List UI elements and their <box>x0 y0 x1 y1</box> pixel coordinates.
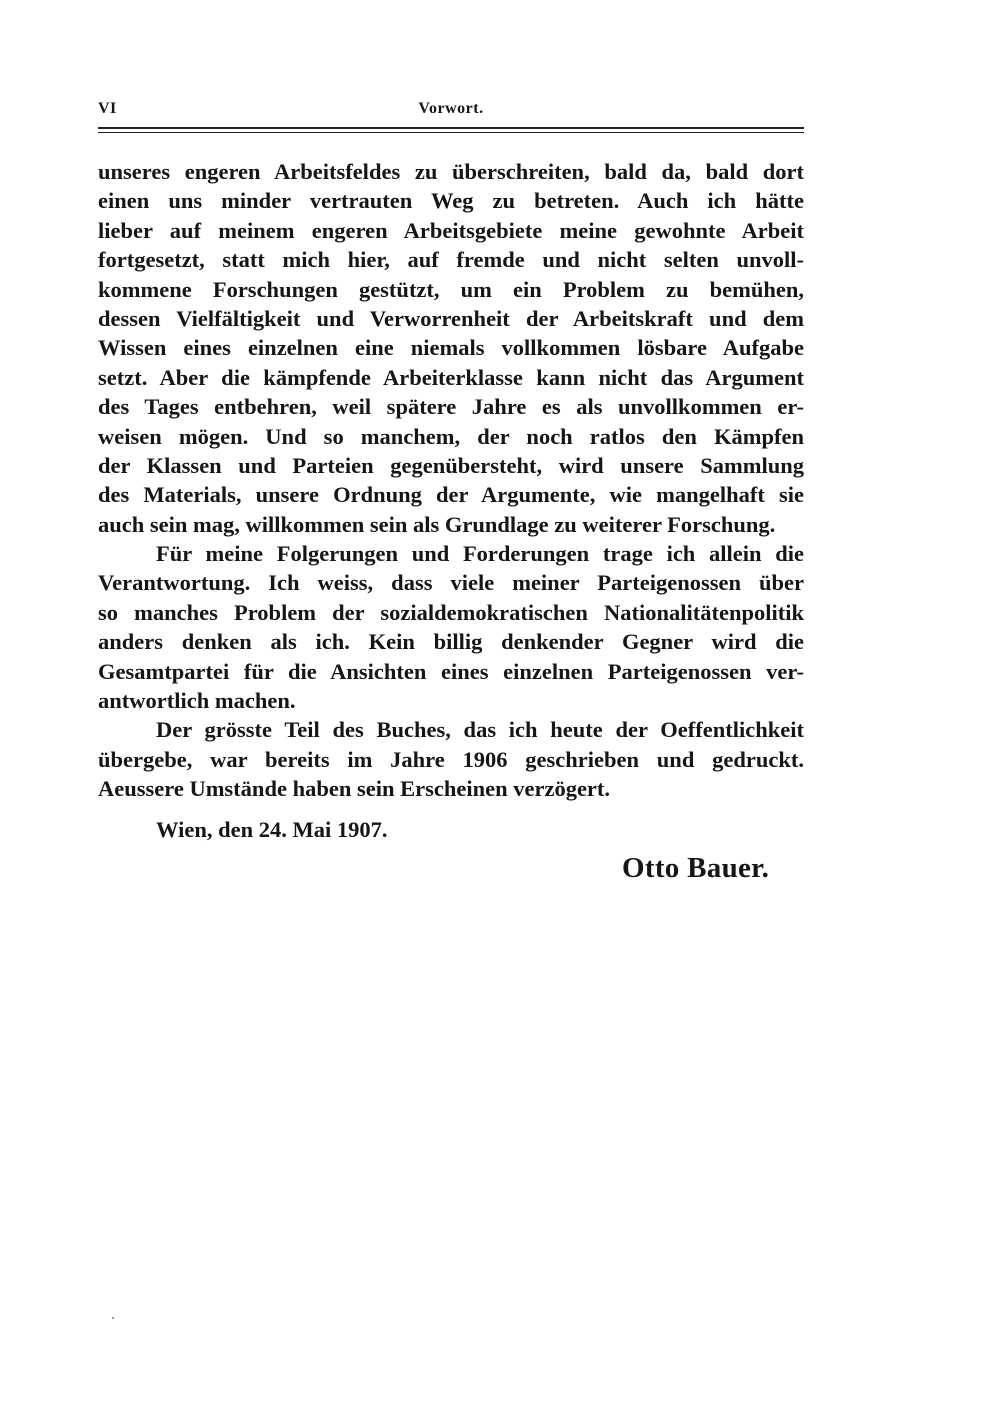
author-signature: Otto Bauer. <box>622 852 770 884</box>
paper-speck <box>112 1317 114 1319</box>
text-line: Aeussere Umstände haben sein Erscheinen verzögert. <box>98 776 611 802</box>
text-line: anders denken als ich. Kein billig denkender Gegner wird die <box>98 629 804 655</box>
text-line: übergebe, war bereits im Jahre 1906 geschrieben und gedruckt. <box>98 746 804 772</box>
text-line: weisen mögen. Und so manchem, der noch ratlos den Kämpfen <box>98 423 804 449</box>
running-title: Vorwort. <box>418 100 484 117</box>
text-line: des Materials, unsere Ordnung der Argumente, wie mangelhaft sie <box>98 482 804 508</box>
text-line: Der grösste Teil des Buches, das ich heute der Oeffentlichkeit <box>156 717 804 743</box>
dateline: Wien, den 24. Mai 1907. <box>156 817 388 842</box>
text-line: Gesamtpartei für die Ansichten eines einzelnen Parteigenossen ver- <box>98 658 804 684</box>
text-line: fortgesetzt, statt mich hier, auf fremde und nicht selten unvoll- <box>98 247 804 273</box>
text-line: setzt. Aber die kämpfende Arbeiterklasse kann nicht das Argument <box>98 364 804 390</box>
text-line: kommene Forschungen gestützt, um ein Problem zu bemühen, <box>98 276 804 302</box>
text-line: lieber auf meinem engeren Arbeitsgebiete meine gewohnte Arbeit <box>98 217 804 243</box>
body-text <box>98 157 804 804</box>
text-line: des Tages entbehren, weil spätere Jahre es als unvollkommen er- <box>98 394 804 420</box>
text-line: einen uns minder vertrauten Weg zu betreten. Auch ich hätte <box>98 188 804 214</box>
page-header <box>98 100 804 126</box>
text-line: unseres engeren Arbeitsfeldes zu überschreiten, bald da, bald dort <box>98 159 804 184</box>
text-line: antwortlich machen. <box>98 688 296 714</box>
page-number: VI <box>98 100 117 117</box>
text-line: auch sein mag, willkommen sein als Grundlage zu weiterer Forschung. <box>98 511 776 537</box>
text-line: Wissen eines einzelnen eine niemals vollkommen lösbare Aufgabe <box>98 335 804 361</box>
text-line: dessen Vielfältigkeit und Verworrenheit der Arbeitskraft und dem <box>98 305 804 331</box>
text-line: Verantwortung. Ich weiss, dass viele meiner Parteigenossen über <box>98 570 804 596</box>
header-rule-thick <box>98 127 804 129</box>
text-line: so manches Problem der sozialdemokratischen Nationalitätenpolitik <box>98 599 804 625</box>
text-line: der Klassen und Parteien gegenübersteht, wird unsere Sammlung <box>98 452 804 478</box>
text-line: Für meine Folgerungen und Forderungen trage ich allein die <box>156 541 804 567</box>
header-rule-thin <box>98 132 804 133</box>
